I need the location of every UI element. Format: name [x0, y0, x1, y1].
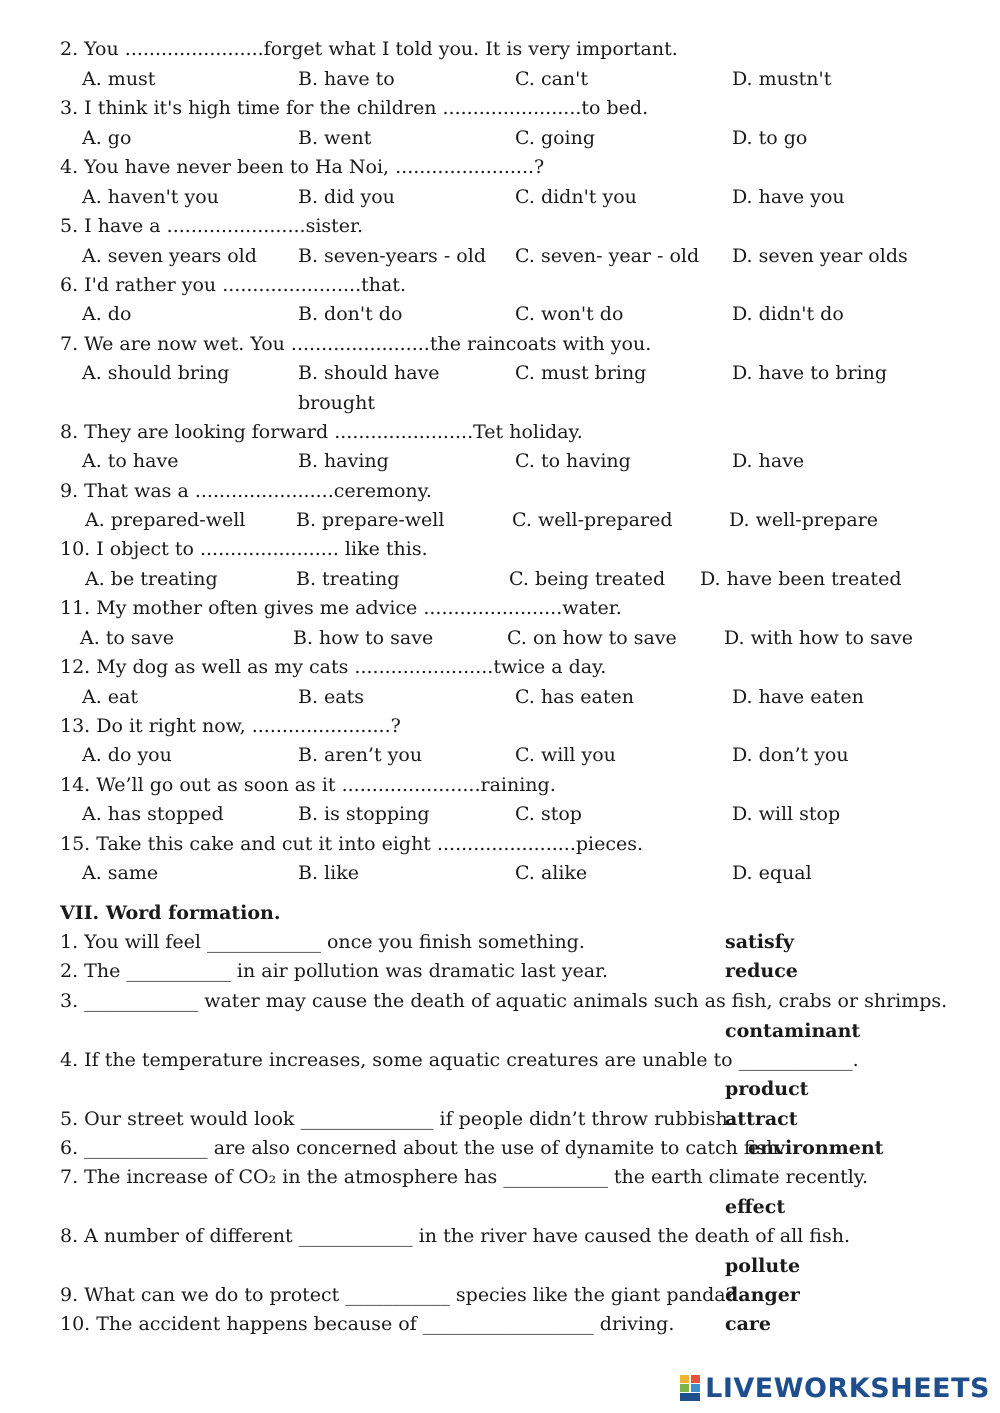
option-d[interactable]: D. mustn't — [732, 68, 832, 90]
word-formation-hint: attract — [725, 1108, 798, 1130]
option-d[interactable]: D. didn't do — [732, 303, 844, 325]
word-formation-hint: care — [725, 1313, 771, 1335]
option-d[interactable]: D. have been treated — [700, 568, 902, 590]
word-formation-sentence: 9. What can we do to protect ___________ species like the giant panda? — [60, 1284, 736, 1306]
option-c[interactable]: C. will you — [515, 744, 616, 766]
option-d[interactable]: D. have eaten — [732, 686, 864, 708]
word-formation-sentence: 6. _____________ are also concerned about the use of dynamite to catch fish. — [60, 1137, 785, 1159]
word-formation-hint: satisfy — [725, 931, 794, 953]
question-stem: 8. They are looking forward .......................Tet holiday. — [60, 421, 583, 443]
option-a[interactable]: A. do you — [82, 744, 172, 766]
liveworksheets-logo[interactable] — [679, 1371, 990, 1405]
option-b[interactable]: B. seven-years - old — [298, 245, 486, 267]
word-formation-hint: product — [725, 1078, 809, 1100]
question-stem: 7. We are now wet. You .......................the raincoats with you. — [60, 333, 652, 355]
option-d[interactable]: D. seven year olds — [732, 245, 908, 267]
option-c[interactable]: C. going — [515, 127, 596, 149]
option-c[interactable]: C. stop — [515, 803, 582, 825]
option-a[interactable]: A. has stopped — [82, 803, 224, 825]
question-stem: 10. I object to ....................... like this. — [60, 538, 428, 560]
option-c[interactable]: C. on how to save — [507, 627, 677, 649]
option-c[interactable]: C. alike — [515, 862, 588, 884]
option-b[interactable]: B. like — [298, 862, 359, 884]
word-formation-hint: reduce — [725, 960, 798, 982]
option-d[interactable]: D. to go — [732, 127, 808, 149]
option-d[interactable]: D. with how to save — [724, 627, 914, 649]
option-b[interactable]: B. eats — [298, 686, 364, 708]
option-d[interactable]: D. don’t you — [732, 744, 849, 766]
word-formation-sentence: 3. ____________ water may cause the death of aquatic animals such as fish, crabs or shrimps. — [60, 990, 948, 1012]
option-a[interactable]: A. must — [82, 68, 156, 90]
word-formation-sentence: 7. The increase of CO₂ in the atmosphere has ___________ the earth climate recently. — [60, 1166, 869, 1188]
option-b[interactable]: B. have to — [298, 68, 395, 90]
question-stem: 12. My dog as well as my cats .......................twice a day. — [60, 656, 607, 678]
option-b[interactable]: B. aren’t you — [298, 744, 423, 766]
option-a[interactable]: A. prepared-well — [85, 509, 246, 531]
question-stem: 14. We’ll go out as soon as it .......................raining. — [60, 774, 556, 796]
option-a[interactable]: A. same — [82, 862, 159, 884]
option-d[interactable]: D. have — [732, 450, 805, 472]
option-b[interactable]: B. treating — [296, 568, 400, 590]
word-formation-sentence: 2. The ___________ in air pollution was dramatic last year. — [60, 960, 609, 982]
question-stem: 3. I think it's high time for the children .......................to bed. — [60, 97, 649, 119]
question-stem: 5. I have a .......................sister. — [60, 215, 364, 237]
liveworksheets-logo-icon — [679, 1374, 701, 1402]
question-stem: 4. You have never been to Ha Noi, .......................? — [60, 156, 545, 178]
word-formation-hint: pollute — [725, 1255, 801, 1277]
option-d[interactable]: D. well-prepare — [729, 509, 879, 531]
option-a[interactable]: A. go — [82, 127, 132, 149]
option-c[interactable]: C. didn't you — [515, 186, 637, 208]
question-stem: 13. Do it right now, .......................? — [60, 715, 401, 737]
option-b[interactable]: B. should have brought — [298, 362, 440, 414]
question-stem: 6. I'd rather you .......................that. — [60, 274, 406, 296]
option-c[interactable]: C. being treated — [509, 568, 666, 590]
option-a[interactable]: A. do — [82, 303, 132, 325]
option-b[interactable]: B. went — [298, 127, 372, 149]
word-formation-sentence: 8. A number of different ____________ in the river have caused the death of all fish. — [60, 1225, 851, 1247]
option-a[interactable]: A. to save — [80, 627, 174, 649]
option-a[interactable]: A. haven't you — [82, 186, 219, 208]
word-formation-sentence: 5. Our street would look ______________ if people didn’t throw rubbish. — [60, 1108, 734, 1130]
word-formation-sentence: 1. You will feel ____________ once you finish something. — [60, 931, 585, 953]
option-b[interactable]: B. is stopping — [298, 803, 430, 825]
option-c[interactable]: C. seven- year - old — [515, 245, 700, 267]
option-a[interactable]: A. to have — [82, 450, 179, 472]
option-c[interactable]: C. won't do — [515, 303, 624, 325]
section-heading: VII. Word formation. — [60, 902, 281, 924]
word-formation-sentence: 4. If the temperature increases, some aquatic creatures are unable to ____________. — [60, 1049, 859, 1071]
question-stem: 11. My mother often gives me advice .......................water. — [60, 597, 622, 619]
option-d[interactable]: D. equal — [732, 862, 812, 884]
word-formation-hint: danger — [725, 1284, 800, 1306]
word-formation-sentence: 10. The accident happens because of __________________ driving. — [60, 1313, 675, 1335]
option-a[interactable]: A. seven years old — [82, 245, 257, 267]
option-d[interactable]: D. have you — [732, 186, 845, 208]
option-d[interactable]: D. will stop — [732, 803, 841, 825]
option-b[interactable]: B. did you — [298, 186, 395, 208]
question-stem: 15. Take this cake and cut it into eight .......................pieces. — [60, 833, 644, 855]
word-formation-hint: effect — [725, 1196, 786, 1218]
option-a[interactable]: A. be treating — [85, 568, 218, 590]
question-stem: 2. You .......................forget what I told you. It is very important. — [60, 38, 678, 60]
word-formation-hint: environment — [748, 1137, 884, 1159]
question-stem: 9. That was a .......................ceremony. — [60, 480, 432, 502]
option-d[interactable]: D. have to bring — [732, 362, 888, 384]
logo-text: LIVEWORKSHEETS — [705, 1372, 990, 1404]
word-formation-hint: contaminant — [725, 1020, 861, 1042]
option-c[interactable]: C. to having — [515, 450, 631, 472]
option-c[interactable]: C. must bring — [515, 362, 647, 384]
option-b[interactable]: B. how to save — [293, 627, 434, 649]
option-b[interactable]: B. prepare-well — [296, 509, 445, 531]
option-c[interactable]: C. has eaten — [515, 686, 634, 708]
option-c[interactable]: C. can't — [515, 68, 589, 90]
option-b[interactable]: B. don't do — [298, 303, 403, 325]
option-a[interactable]: A. should bring — [82, 362, 230, 384]
option-b[interactable]: B. having — [298, 450, 389, 472]
option-a[interactable]: A. eat — [82, 686, 139, 708]
option-c[interactable]: C. well-prepared — [512, 509, 673, 531]
